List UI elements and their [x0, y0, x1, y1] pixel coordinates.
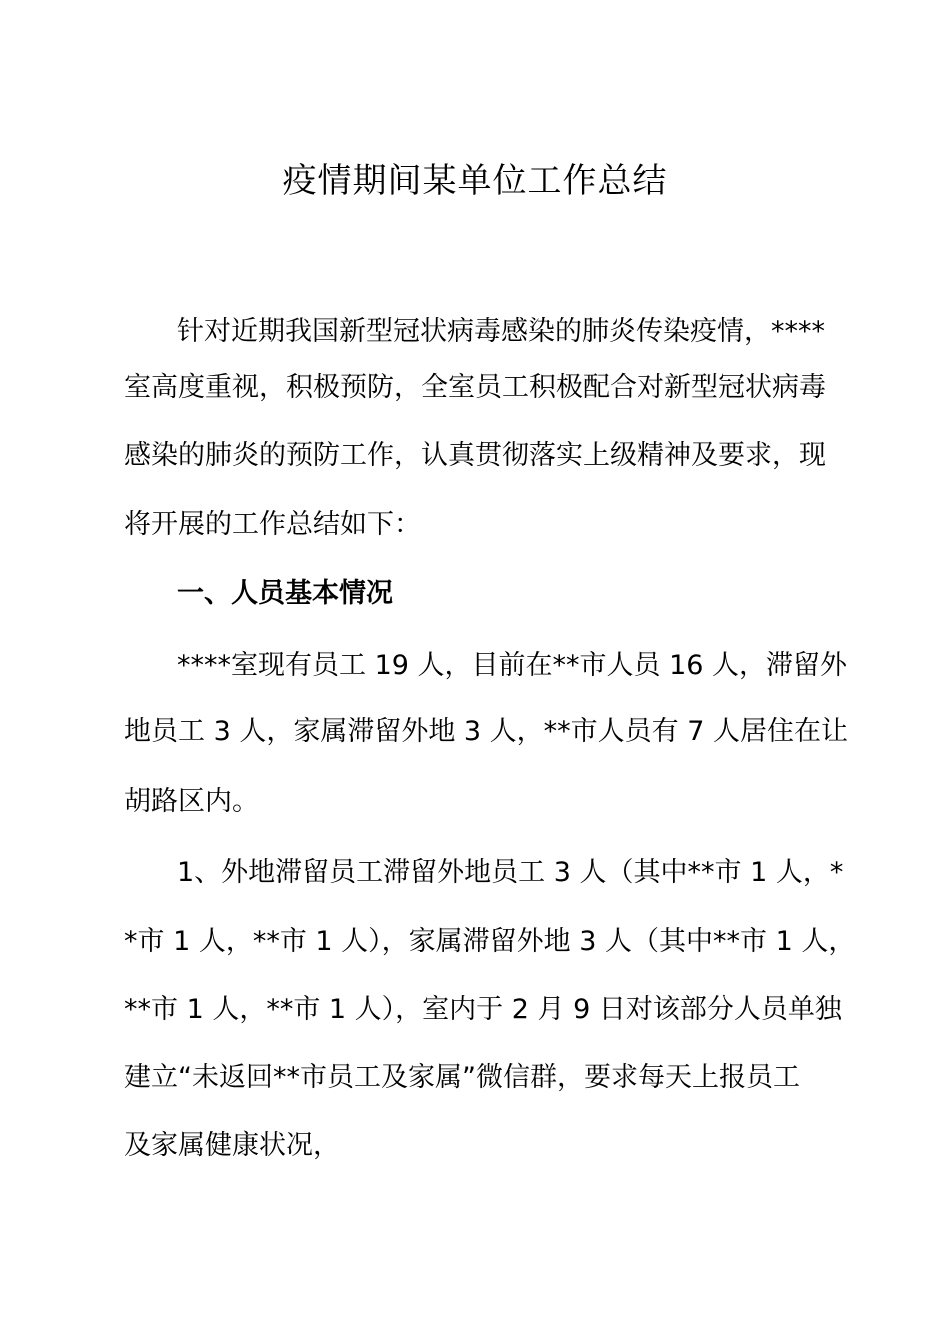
section-heading: 一、人员基本情况	[177, 578, 393, 609]
item1-line-2: *市 1 人，**市 1 人），家属滞留外地 3 人（其中**市 1 人，	[124, 926, 856, 957]
intro-line-3: 感染的肺炎的预防工作，认真贯彻落实上级精神及要求，现	[124, 440, 826, 471]
intro-line-1: 针对近期我国新型冠状病毒感染的肺炎传染疫情，****	[177, 316, 825, 347]
intro-line-4: 将开展的工作总结如下：	[124, 509, 421, 540]
item1-line-4: 建立“未返回**市员工及家属”微信群，要求每天上报员工	[124, 1062, 800, 1093]
section-para-line-2: 地员工 3 人，家属滞留外地 3 人，**市人员有 7 人居住在让	[124, 716, 849, 747]
section-para-line-1: ****室现有员工 19 人，目前在**市人员 16 人，滞留外	[177, 650, 848, 681]
section-para-line-3: 胡路区内。	[124, 786, 259, 817]
item1-line-5: 及家属健康状况，	[124, 1130, 340, 1161]
item1-line-3: **市 1 人，**市 1 人），室内于 2 月 9 日对该部分人员单独	[124, 994, 842, 1025]
document-title: 疫情期间某单位工作总结	[282, 161, 668, 201]
item1-line-1: 1、外地滞留员工滞留外地员工 3 人（其中**市 1 人，*	[177, 857, 844, 888]
intro-line-2: 室高度重视，积极预防，全室员工积极配合对新型冠状病毒	[124, 372, 826, 403]
